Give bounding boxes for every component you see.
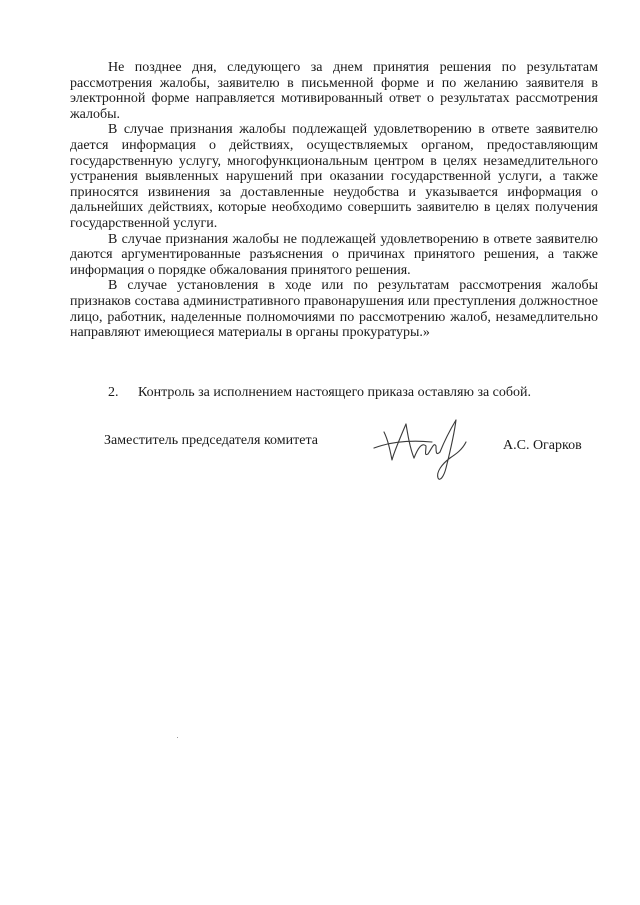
order-item-2	[108, 385, 598, 401]
paragraph-complaint-rejected: В случае признания жалобы не подлежащей удовлетворению в ответе заявителю даются аргументированные разъяснения о причинах принятого решения, а также информация о порядке обжалования принятого решения.	[70, 231, 598, 278]
item-text: Контроль за исполнением настоящего приказа оставляю за собой.	[138, 385, 532, 400]
item-number: 2.	[108, 385, 119, 400]
body-text	[70, 60, 598, 341]
signatory-name: А.С. Огарков	[503, 438, 582, 453]
handwritten-signature	[370, 412, 480, 492]
scan-speck	[177, 737, 178, 738]
paragraph-response-deadline: Не позднее дня, следующего за днем принятия решения по результатам рассмотрения жалобы, заявителю в письменной форме и по желанию заявителя в электронной форме направляется мотивированный ответ о результатах рассмотрения жалобы.	[70, 60, 598, 122]
paragraph-violation-found: В случае установления в ходе или по результатам рассмотрения жалобы признаков состава административного правонарушения или преступления должностное лицо, работник, наделенные полномочиями по рассмотрению жалоб, незамедлительно направляют имеющиеся материалы в органы прокуратуры.»	[70, 278, 598, 341]
signatory-title: Заместитель председателя комитета	[104, 433, 318, 448]
paragraph-complaint-satisfied: В случае признания жалобы подлежащей удовлетворению в ответе заявителю дается информация о действиях, осуществляемых органом, предоставляющим государственную услугу, многофункциональным центром в целях незамедлительного устранения выявленных нарушений при оказании государственной услуги, а также приносятся извинения за доставленные неудобства и указывается информация о дальнейших действиях, которые необходимо совершить заявителю в целях получения государственной услуги.	[70, 122, 598, 231]
